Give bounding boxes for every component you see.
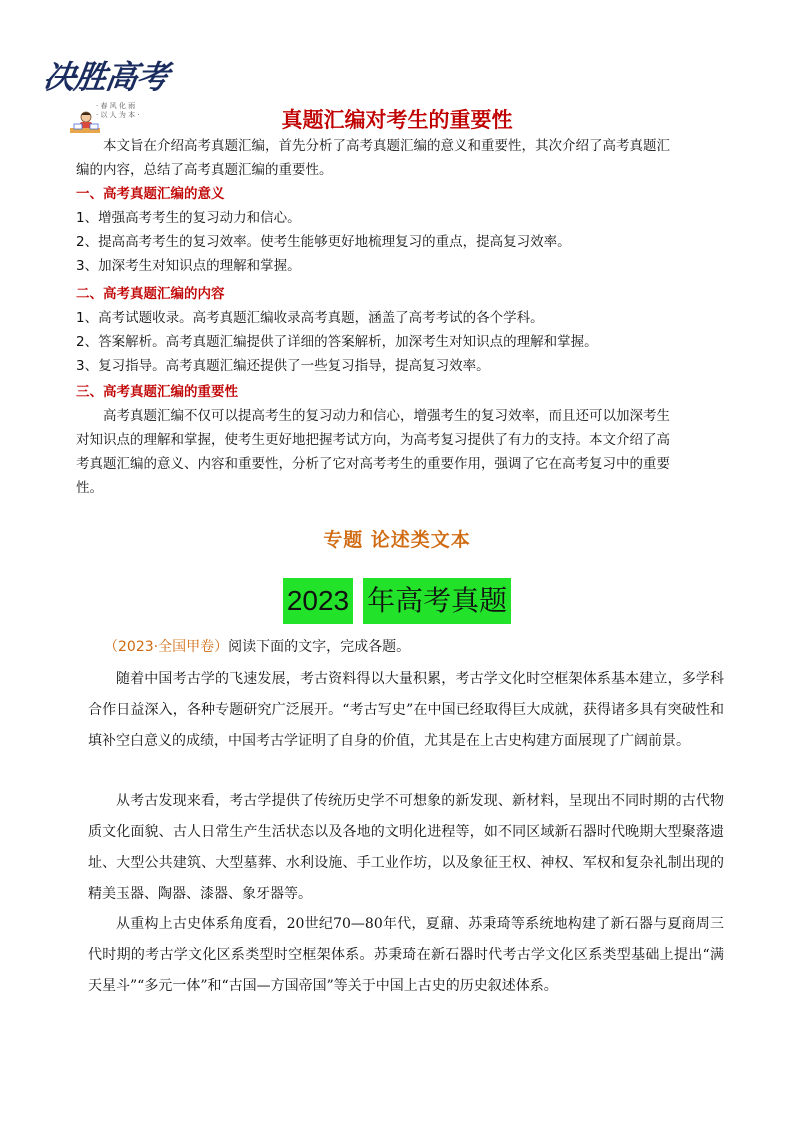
logo-subtitle: · 春 风 化 雨 · 以 人 为 本 · xyxy=(96,102,140,119)
passage-paragraph-3: 从重构上古史体系角度看，20世纪70—80年代，夏鼐、苏秉琦等系统地构建了新石器与夏商周三代时期的考古学文化区系类型时空框架体系。苏秉琦在新石器时代考古学文化区系类型基础上提出“满天星斗”“多元一体”和“古国—方国帝国”等关于中国上古史的历史叙述体系。 xyxy=(88,916,724,994)
prompt-text: 阅读下面的文字，完成各题。 xyxy=(228,639,411,655)
section-content xyxy=(76,282,736,378)
list-item: 2、答案解析。高考真题汇编提供了详细的答案解析，加深考生对知识点的理解和掌握。 xyxy=(76,334,598,350)
list-item: 3、复习指导。高考真题汇编还提供了一些复习指导，提高复习效率。 xyxy=(76,358,490,374)
section-heading: 一、高考真题汇编的意义 xyxy=(76,186,225,202)
year-number: 2023 xyxy=(283,578,353,624)
logo-text: 决胜高考 xyxy=(41,58,171,96)
list-item: 1、高考试题收录。高考真题汇编收录高考真题，涵盖了高考考试的各个学科。 xyxy=(76,310,544,326)
topic-heading: 专题 论述类文本 xyxy=(323,529,471,551)
list-item: 1、增强高考考生的复习动力和信心。 xyxy=(76,210,301,226)
section-importance: 三、高考真题汇编的重要性 高考真题汇编不仅可以提高考生的复习动力和信心，增强考生的复习效率，而且还可以加深考生 对知识点的理解和掌握，使考生更好地把握考试方向，为高考复习提供了有力的支持。本文介绍了高 考真题汇编的意义、内容和重要性，分析了它对高考考生的重要作用，强调了它在高考复习中的重要 性。 xyxy=(76,380,736,500)
section-meaning xyxy=(76,182,736,278)
section-heading: 三、高考真题汇编的重要性 xyxy=(76,384,238,400)
list-item: 2、提高高考考生的复习效率。使考生能够更好地梳理复习的重点，提高复习效率。 xyxy=(76,234,571,250)
exam-source: （2023·全国甲卷） xyxy=(104,639,229,655)
section-heading: 二、高考真题汇编的内容 xyxy=(76,286,225,302)
page-title: 真题汇编对考生的重要性 xyxy=(281,108,513,132)
list-item: 3、加深考生对知识点的理解和掌握。 xyxy=(76,258,301,274)
question-prompt xyxy=(104,635,410,659)
passage-paragraph-2: 从考古发现来看，考古学提供了传统历史学不可想象的新发现、新材料，呈现出不同时期的古代物质文化面貌、古人日常生产生活状态以及各地的文明化进程等，如不同区域新石器时代晚期大型聚落遗址、大型公共建筑、大型墓葬、水利设施、手工业作坊，以及象征王权、神权、军权和复杂礼制出现的精美玉器、陶器、漆器、象牙器等。 xyxy=(88,793,724,902)
intro-paragraph: 本文旨在介绍高考真题汇编，首先分析了高考真题汇编的意义和重要性，其次介绍了高考真题汇 编的内容，总结了高考真题汇编的重要性。 xyxy=(76,138,670,178)
passage-paragraph-1: 随着中国考古学的飞速发展，考古资料得以大量积累，考古学文化时空框架体系基本建立，多学科合作日益深入，各种专题研究广泛展开。“考古写史”在中国已经取得巨大成就，获得诸多具有突破性和填补空白意义的成绩，中国考古学证明了自身的价值，尤其是在上古史构建方面展现了广阔前景。 xyxy=(88,671,724,749)
year-banner xyxy=(0,578,794,624)
year-label: 年高考真题 xyxy=(363,578,511,624)
